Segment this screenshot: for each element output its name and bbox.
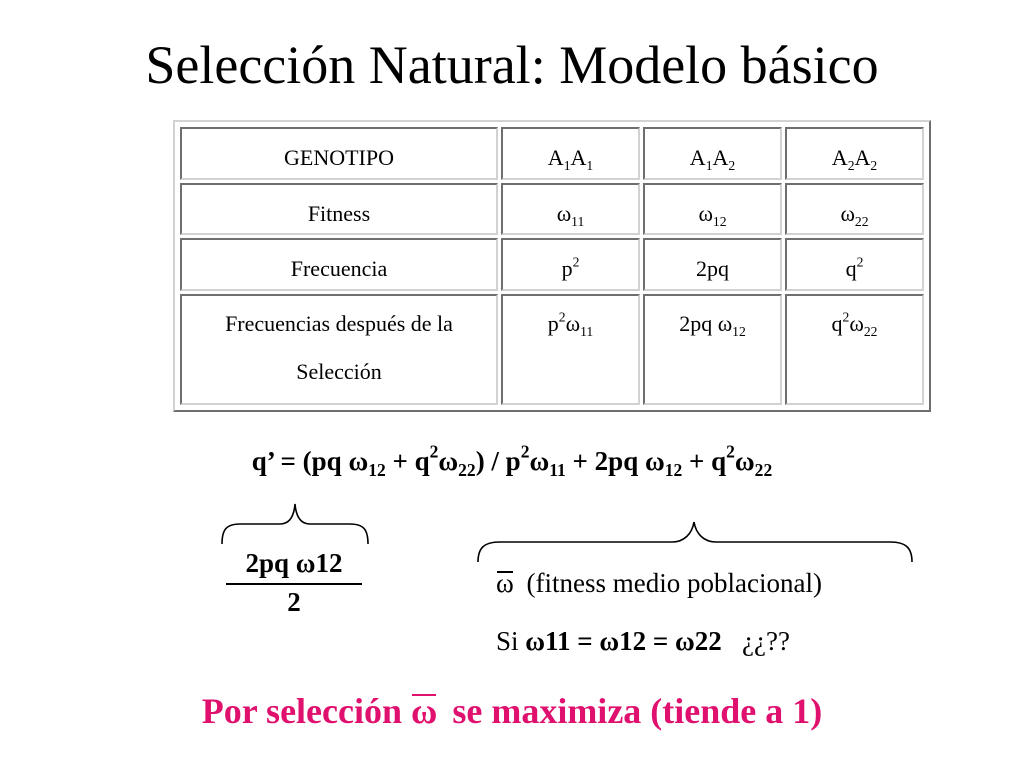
fitness-w11-cell: $\omega_{11}$ xyxy=(501,183,640,236)
frecuencia-p2-cell: $p^2$ xyxy=(501,238,640,291)
omega-bar-symbol: ω xyxy=(496,568,514,598)
fitness-label-cell: Fitness xyxy=(180,183,498,236)
conclusion-statement: Por selección ω se maximiza (tiende a 1) xyxy=(201,691,823,731)
genotype-a1a2-cell: $A_1A_2$ xyxy=(643,127,782,180)
slide-title: Selección Natural: Modelo básico xyxy=(145,35,879,95)
genotype-table xyxy=(173,120,931,412)
table-row-genotipo xyxy=(180,127,924,180)
omega-equality: ω11 = ω12 = ω22 xyxy=(525,626,722,656)
si-condition-line xyxy=(496,626,790,657)
table-row-frecuencias-despues xyxy=(180,294,924,405)
frecuencia-2pq-cell: 2pq xyxy=(643,238,782,291)
question-marks: ¿¿?? xyxy=(742,626,790,656)
fraction-denominator: 2 xyxy=(287,587,301,618)
fraction-term xyxy=(226,548,362,618)
left-curly-brace xyxy=(220,500,370,546)
frecuencia-q2-cell: $q^2$ xyxy=(785,238,924,291)
right-curly-brace xyxy=(476,518,916,564)
frecuencias-despues-label-cell: Frecuencias después de la Selección xyxy=(180,294,498,405)
fraction-numerator: 2pq ω12 xyxy=(226,548,362,585)
fitness-w22-cell: $\omega_{22}$ xyxy=(785,183,924,236)
table-row-fitness xyxy=(180,183,924,236)
frec-despues-p2w11-cell: $p^2\omega_{11}$ xyxy=(501,294,640,405)
selection-equation: q’ = (pq $\omega_{12} + q^2\omega_{22}) / p^2\omega_{11} + 2pq$ $\omega_{12} + q^2\omega_{22}$ xyxy=(251,441,773,481)
table-row-frecuencia xyxy=(180,238,924,291)
genotipo-header-cell: GENOTIPO xyxy=(180,127,498,180)
genotype-a1a1-cell: $A_1A_1$ xyxy=(501,127,640,180)
fitness-w12-cell: $\omega_{12}$ xyxy=(643,183,782,236)
frec-despues-2pqw12-cell: 2pq $\omega_{12}$ xyxy=(643,294,782,405)
frecuencia-label-cell: Frecuencia xyxy=(180,238,498,291)
conclusion-omega-bar: ω xyxy=(411,691,438,731)
si-word: Si xyxy=(496,626,526,656)
genotype-a2a2-cell: $A_2A_2$ xyxy=(785,127,924,180)
frec-despues-q2w22-cell: $q^2\omega_{22}$ xyxy=(785,294,924,405)
fitness-medio-text: (fitness medio poblacional) xyxy=(526,568,822,598)
fitness-medio-note xyxy=(496,568,822,599)
